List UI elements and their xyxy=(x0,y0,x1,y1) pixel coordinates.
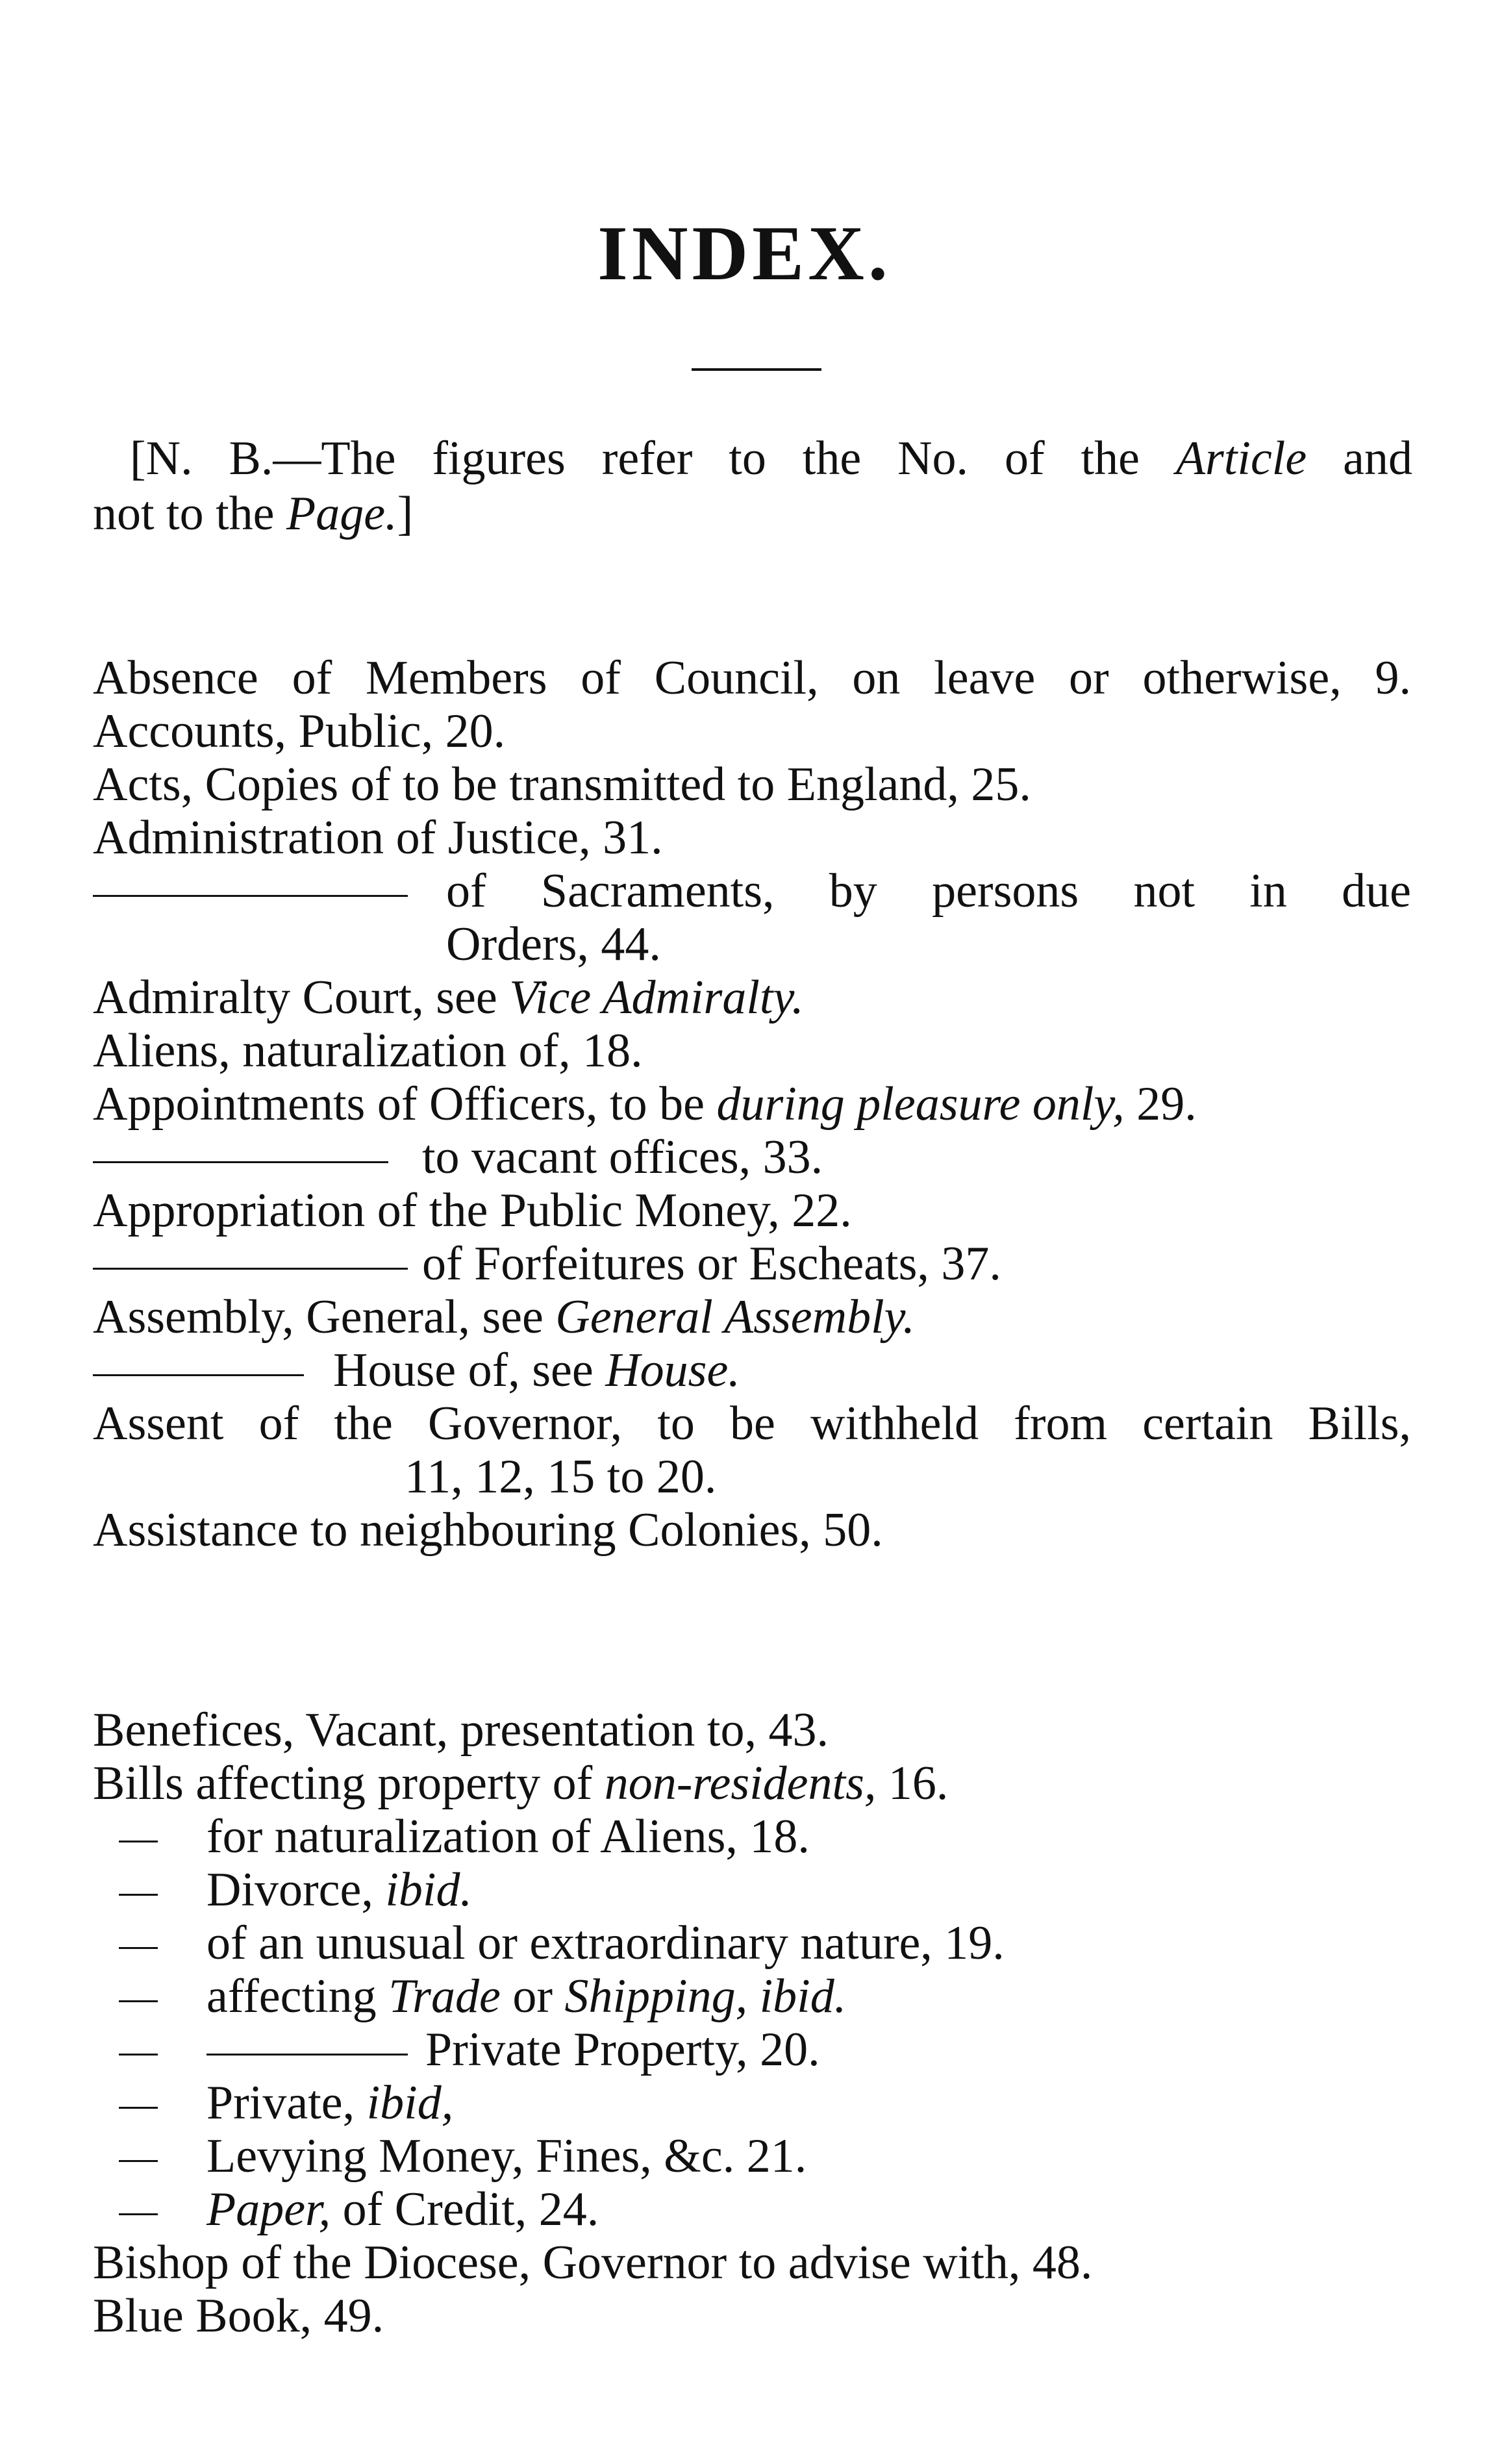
ditto-dash xyxy=(119,1863,158,1917)
index-entry-assent: Assent of the Governor, to be withheld from certain Bills, xyxy=(93,1397,1411,1450)
entry-italic: ibid, xyxy=(366,2076,454,2130)
index-entry-administration: Administration of Justice, 31. xyxy=(93,811,663,864)
entry-italic: General Assembly. xyxy=(555,1290,915,1344)
entry-text: of Credit, 24. xyxy=(331,2183,599,2236)
index-entry-appropriation: Appropriation of the Public Money, 22. xyxy=(93,1184,852,1237)
ditto-dash xyxy=(119,2023,158,2076)
index-entry-assistance: Assistance to neighbouring Colonies, 50. xyxy=(93,1503,883,1557)
entry-italic: non-residents, xyxy=(604,1757,877,1810)
entry-italic: Paper, xyxy=(206,2183,331,2236)
index-entry-unusual: of an unusual or extraordinary nature, 19. xyxy=(206,1917,1005,1970)
ditto-rule xyxy=(206,2023,408,2076)
entry-italic: Trade xyxy=(388,1970,501,2023)
index-entry-benefices: Benefices, Vacant, presentation to, 43. xyxy=(93,1703,829,1757)
index-entry-accounts: Accounts, Public, 20. xyxy=(93,705,506,758)
index-entry-assembly xyxy=(93,1290,915,1344)
entry-text: Assembly, General, see xyxy=(93,1290,556,1344)
note-text-end: and xyxy=(1307,432,1412,485)
index-entry-appointments xyxy=(93,1077,1197,1131)
title-rule xyxy=(692,368,821,371)
entry-italic: Shipping, ibid. xyxy=(564,1970,847,2023)
ditto-rule xyxy=(93,864,408,918)
ditto-rule xyxy=(93,1237,408,1290)
entry-text: Divorce, xyxy=(206,1863,386,1917)
index-entry-forfeitures: of Forfeitures or Escheats, 37. xyxy=(422,1237,1001,1290)
entry-italic: ibid. xyxy=(385,1863,472,1917)
note-text: [N. B.—The figures refer to the No. of the xyxy=(130,432,1176,485)
entry-italic: Vice Admiralty. xyxy=(509,971,804,1024)
ditto-dash xyxy=(119,1810,158,1863)
index-entry-sacraments: of Sacraments, by persons not in due xyxy=(446,864,1411,918)
entry-number: 29. xyxy=(1124,1077,1197,1131)
index-entry-acts: Acts, Copies of to be transmitted to England, 25. xyxy=(93,758,1031,811)
ditto-dash xyxy=(119,2076,158,2130)
entry-text: Bills affecting property of xyxy=(93,1757,605,1810)
entry-text: House of, see xyxy=(333,1344,606,1397)
note-line-1 xyxy=(130,432,1412,485)
index-entry-naturalization: for naturalization of Aliens, 18. xyxy=(206,1810,810,1863)
note-bracket: ] xyxy=(397,487,414,540)
index-entry-aliens: Aliens, naturalization of, 18. xyxy=(93,1024,643,1077)
ditto-dash xyxy=(119,1970,158,2023)
index-entry-levying: Levying Money, Fines, &c. 21. xyxy=(206,2130,807,2183)
entry-text: Private, xyxy=(206,2076,367,2130)
index-entry-private xyxy=(206,2076,453,2130)
index-entry-sacraments-cont: Orders, 44. xyxy=(446,918,661,971)
note-italic-article: Article xyxy=(1175,432,1307,485)
note-italic-page: Page. xyxy=(286,487,397,540)
entry-italic: House. xyxy=(605,1344,740,1397)
note-line-2 xyxy=(93,487,413,540)
entry-text: or xyxy=(500,1970,565,2023)
index-entry-assent-cont: 11, 12, 15 to 20. xyxy=(405,1450,717,1503)
ditto-rule xyxy=(93,1131,388,1184)
note-text: not to the xyxy=(93,487,287,540)
index-entry-bishop: Bishop of the Diocese, Governor to advise with, 48. xyxy=(93,2236,1093,2289)
index-entry-blue-book: Blue Book, 49. xyxy=(93,2289,384,2343)
index-entry-vacant-offices: to vacant offices, 33. xyxy=(422,1131,823,1184)
index-entry-paper xyxy=(206,2183,599,2236)
page-title: INDEX. xyxy=(597,210,892,296)
index-entry-trade xyxy=(206,1970,846,2023)
ditto-rule xyxy=(93,1344,304,1397)
ditto-dash xyxy=(119,2130,158,2183)
entry-italic: during pleasure only, xyxy=(716,1077,1125,1131)
entry-text: Admiralty Court, see xyxy=(93,971,510,1024)
index-entry-divorce xyxy=(206,1863,472,1917)
ditto-dash xyxy=(119,1917,158,1970)
index-entry-bills xyxy=(93,1757,948,1810)
entry-number: 16. xyxy=(876,1757,949,1810)
index-entry-house xyxy=(333,1344,740,1397)
entry-text: affecting xyxy=(206,1970,389,2023)
entry-text: Appointments of Officers, to be xyxy=(93,1077,717,1131)
index-entry-admiralty xyxy=(93,971,804,1024)
index-entry-private-property: Private Property, 20. xyxy=(425,2023,820,2076)
index-entry-absence: Absence of Members of Council, on leave or otherwise, 9. xyxy=(93,651,1411,705)
ditto-dash xyxy=(119,2183,158,2236)
